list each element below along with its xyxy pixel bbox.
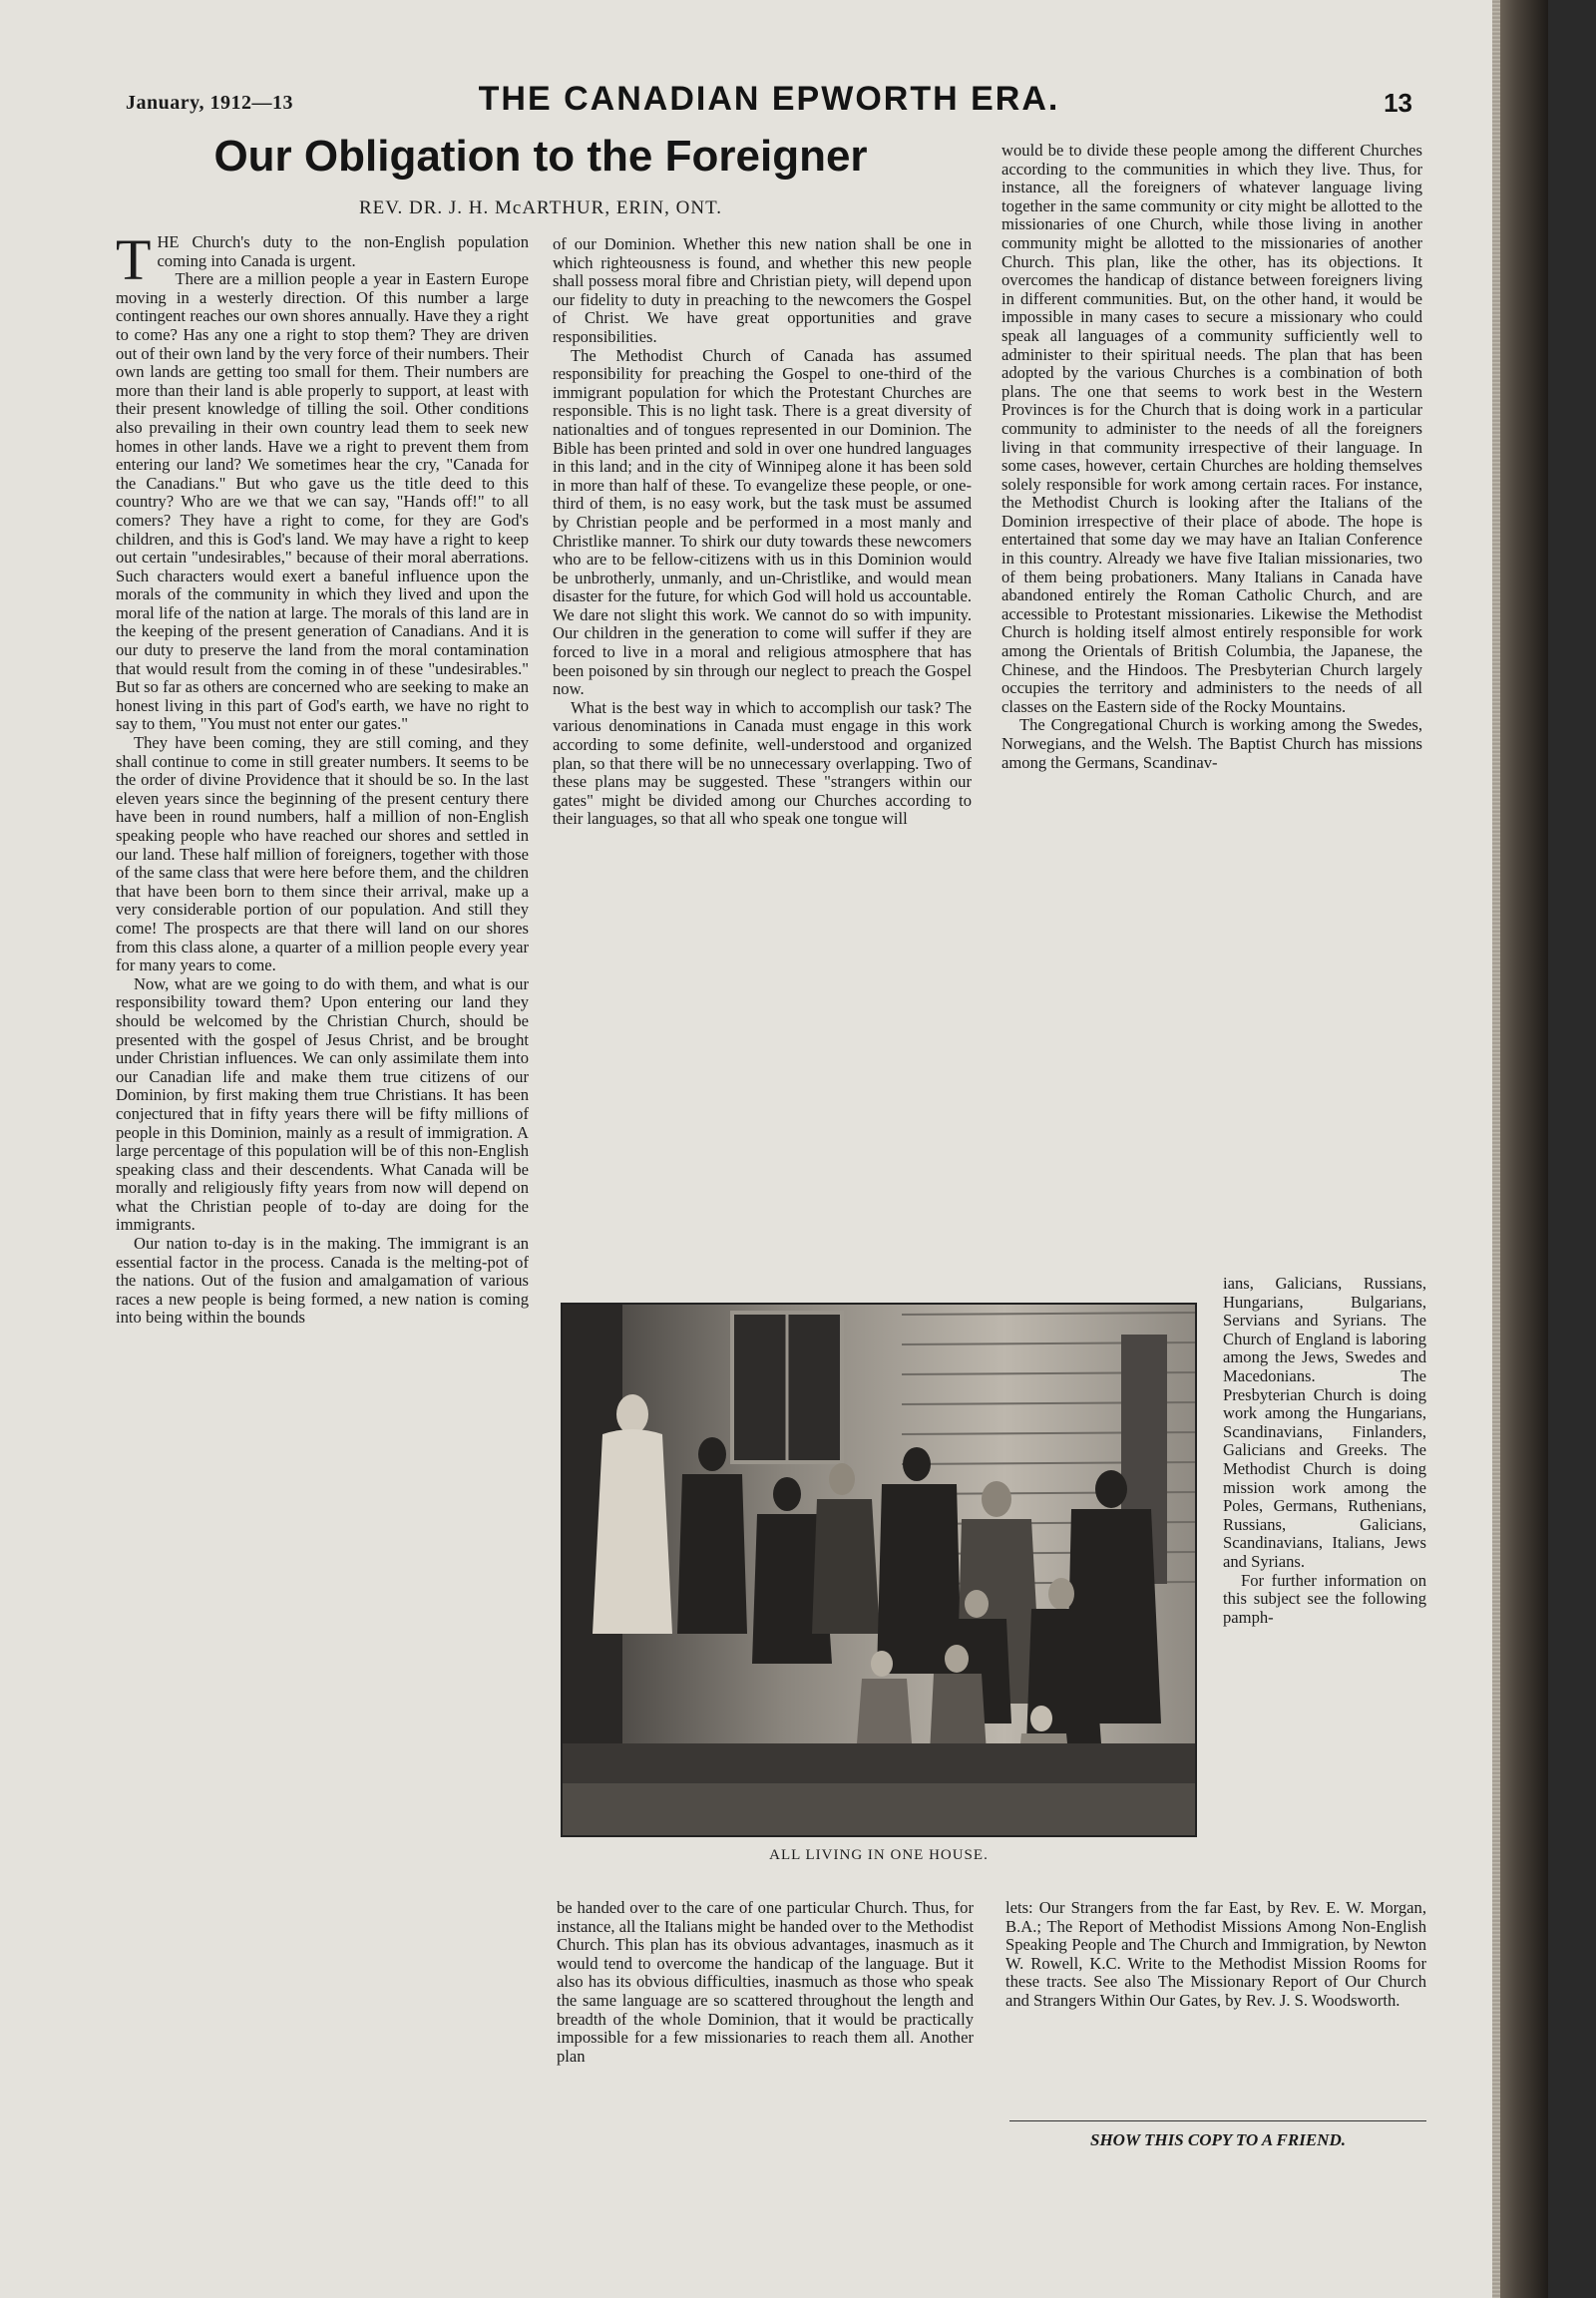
paragraph: would be to divide these people among the different Churches according to the communities in which they live. Thus, for instance, all the foreigners of whatever language living together in the same community or city might be allotted to the missionaries of one Church, while those living in another community might be allotted to the missionaries of another Church. This plan, like the other, has its objections. It overcomes the handicap of distance between foreigners living in different communities. But, on the other hand, it would be impossible in many cases to secure a missionary who could speak all languages of a community sufficiently well to administer to their spiritual needs. The plan that has been adopted by the various Churches is a combination of both plans. The one that seems to work best in the Western Provinces is for the Church that is doing work in a particular community to administer to the needs of all the foreigners living in that community irrespective of their language. In some cases, however, certain Churches are holding themselves solely responsible for work among certain races. For instance, the Methodist Church is looking after the Italians of the Dominion irrespective of their place of abode. The hope is entertained that some day we may have an Italian Conference in this country. Already we have five Italian missionaries, two of them being probationers. Many Italians in Canada have abandoned entirely the Roman Catholic Church, and are accessible to Protestant missionaries. Likewise the Methodist Church is holding itself almost entirely responsible for work among the Orientals of British Columbia, the Japanese, the Chinese, and the Hindoos. The Presbyterian Church largely occupies the territory and administers to the needs of all classes on the Eastern side of the Rocky Mountains. [1001,141,1422,716]
column-3-bottom [1005,1899,1426,2011]
book-spine [1500,0,1548,2298]
page-edge [1492,0,1500,2298]
paragraph: of our Dominion. Whether this new nation shall be one in which righteousness is found, and whether this new people shall possess moral fibre and Christian piety, will depend upon our fidelity to duty in preaching to the newcomers the Gospel of Christ. We have great opportunities and grave responsibilities. [553,234,972,346]
column-3-top [1001,142,1422,772]
paragraph: The Congregational Church is working among the Swedes, Norwegians, and the Welsh. The Baptist Church has missions among the Germans, Scandinav- [1001,715,1422,772]
column-1 [116,227,529,1328]
paragraph: THE Church's duty to the non-English population coming into Canada is urgent. [116,227,529,292]
photo-image [563,1305,1195,1835]
photo-family-group [561,1303,1197,1837]
paragraph: For further information on this subject see the following pamph- [1223,1570,1426,1627]
photo-caption: ALL LIVING IN ONE HOUSE. [769,1847,989,1863]
column-2-bottom [557,1899,974,2066]
page-number: 13 [1384,88,1412,118]
magazine-title: THE CANADIAN EPWORTH ERA. [478,80,1060,118]
paragraph: There are a million people a year in Eastern Europe moving in a westerly direction. Of this number a large contingent reaches our own shores annually. Have they a right to come? Has any one a right to stop them? They are driven out of their own land by the very force of their numbers. Their own lands are getting too small for them. Their numbers are more than their land is able properly to support, at least with their present knowledge of tilling the soil. Other conditions also prevailing in their own country lead them to seek new homes in other lands. Have we a right to prevent them from entering our land? We sometimes hear the cry, "Canada for the Canadians." But who gave us the title deed to this country? Who are we that we can say, "Hands off!" to all comers? They have a right to come, for they are God's children, and this is God's land. We may have a right to keep out certain "undesirables," because of their moral aberrations. Such characters would exert a baneful influence upon the morals of the community in which they lived and upon the moral life of the nation at large. The morals of this land are in the keeping of the present generation of Canadians. And it is our duty to preserve the land from the moral contamination that would result from the coming in of these "undesirables." But so far as others are concerned who are seeking to make an honest living in this part of God's earth, we have no right to say to them, "You must not enter our gates." [116,269,529,734]
paragraph: Now, what are we going to do with them, and what is our responsibility toward them? Upon entering our land they should be welcomed by the Christian Church, should be presented with the gospel of Jesus Christ, and be brought under Christian influences. We can only assimilate them into our Canadian life and make them true citizens of our Dominion, by first making them true Christians. It has been conjectured that in fifty years there will be fifty millions of people in this Dominion, mainly as a result of immigration. A large percentage of this population will be of this non-English speaking class and their descendents. What Canada will be morally and religiously fifty years from now will depend on what the Christian people of to-day are doing for the immigrants. [116,973,529,1235]
issue-date-page: January, 1912—13 [126,92,294,114]
article-title: Our Obligation to the Foreigner [213,132,868,181]
paragraph: They have been coming, they are still coming, and they shall continue to come in still greater numbers. It seems to be the order of divine Providence that it should be so. In the last eleven years since the beginning of the present century there have been in round numbers, half a million of non-English speaking people who have reached our shores and settled in our land. These half million of foreigners, together with those of the same class that were here before them, and the children that have been born to them since their arrival, make up a very considerable portion of our population. And still they come! The prospects are that there will land on our shores from this class alone, a quarter of a million people every year for many years to come. [116,733,529,975]
paragraph: ians, Galicians, Russians, Hungarians, Bulgarians, Servians and Syrians. The Church of England is laboring among the Jews, Swedes and Macedonians. The Presbyterian Church is doing work among the Hungarians, Scandinavians, Finlanders, Galicians and Greeks. The Methodist Church is doing mission work among the Poles, Germans, Ruthenians, Russians, Galicians, Scandinavians, Italians, Jews and Syrians. [1223,1274,1426,1571]
column-3-narrow [1223,1275,1426,1627]
drop-cap: T [116,227,152,292]
page-header [126,80,1412,124]
article-byline: REV. DR. J. H. McARTHUR, ERIN, ONT. [358,197,723,218]
paragraph: What is the best way in which to accomplish our task? The various denominations in Canada must engage in this work according to some definite, well-understood and organized plan, so that there will be no unnecessary overlapping. Two of these plans may be suggested. These "strangers within our gates" might be divided among our Churches according to their languages, so that all who speak one tongue will [553,697,972,829]
paragraph: be handed over to the care of one particular Church. Thus, for instance, all the Italians might be handed over to the Methodist Church. This plan has its obvious advantages, inasmuch as it would tend to overcome the handicap of the language. But it also has its obvious difficulties, inasmuch as those who speak the same language are so scattered throughout the length and breadth of the whole Dominion, that it would be practically impossible for a few missionaries to reach them all. Another plan [557,1898,974,2066]
share-note: SHOW THIS COPY TO A FRIEND. [1089,2130,1346,2149]
paragraph: lets: Our Strangers from the far East, by Rev. E. W. Morgan, B.A.; The Report of Methodist Missions Among Non-English Speaking People and The Church and Immigration, by Newton W. Rowell, K.C. Write to the Methodist Mission Rooms for these tracts. See also The Missionary Report of Our Church and Strangers Within Our Gates, by Rev. J. S. Woodsworth. [1005,1898,1426,2010]
divider-rule [1009,2120,1426,2121]
paragraph: Our nation to-day is in the making. The immigrant is an essential factor in the process. Canada is the melting-pot of the nations. Out of the fusion and amalgamation of various races a new people is being formed, a new nation is coming into being within the bounds [116,1234,529,1328]
column-2-top [553,235,972,829]
paragraph: The Methodist Church of Canada has assumed responsibility for preaching the Gospel to one-third of the immigrant population for which the Protestant Churches are responsible. This is no light task. There is a great diversity of nationalties and of tongues represented in our Dominion. The Bible has been printed and sold in over one hundred languages in this land; and in the city of Winnipeg alone it has been sold in more than half of these. To evangelize these people, or one-third of them, is no easy work, but the task must be assumed by Christian people and be performed in a most manly and Christlike manner. To shirk our duty towards these newcomers who are to be fellow-citizens with us in this Dominion would be unbrotherly, unmanly, and un-Christlike, and would mean disaster for the future, for which God will hold us accountable. We dare not slight this work. We cannot do so with impunity. Our children in the generation to come will suffer if they are forced to live in a moral and religious atmosphere that has been poisoned by sin through our neglect to preach the Gospel now. [553,345,972,699]
